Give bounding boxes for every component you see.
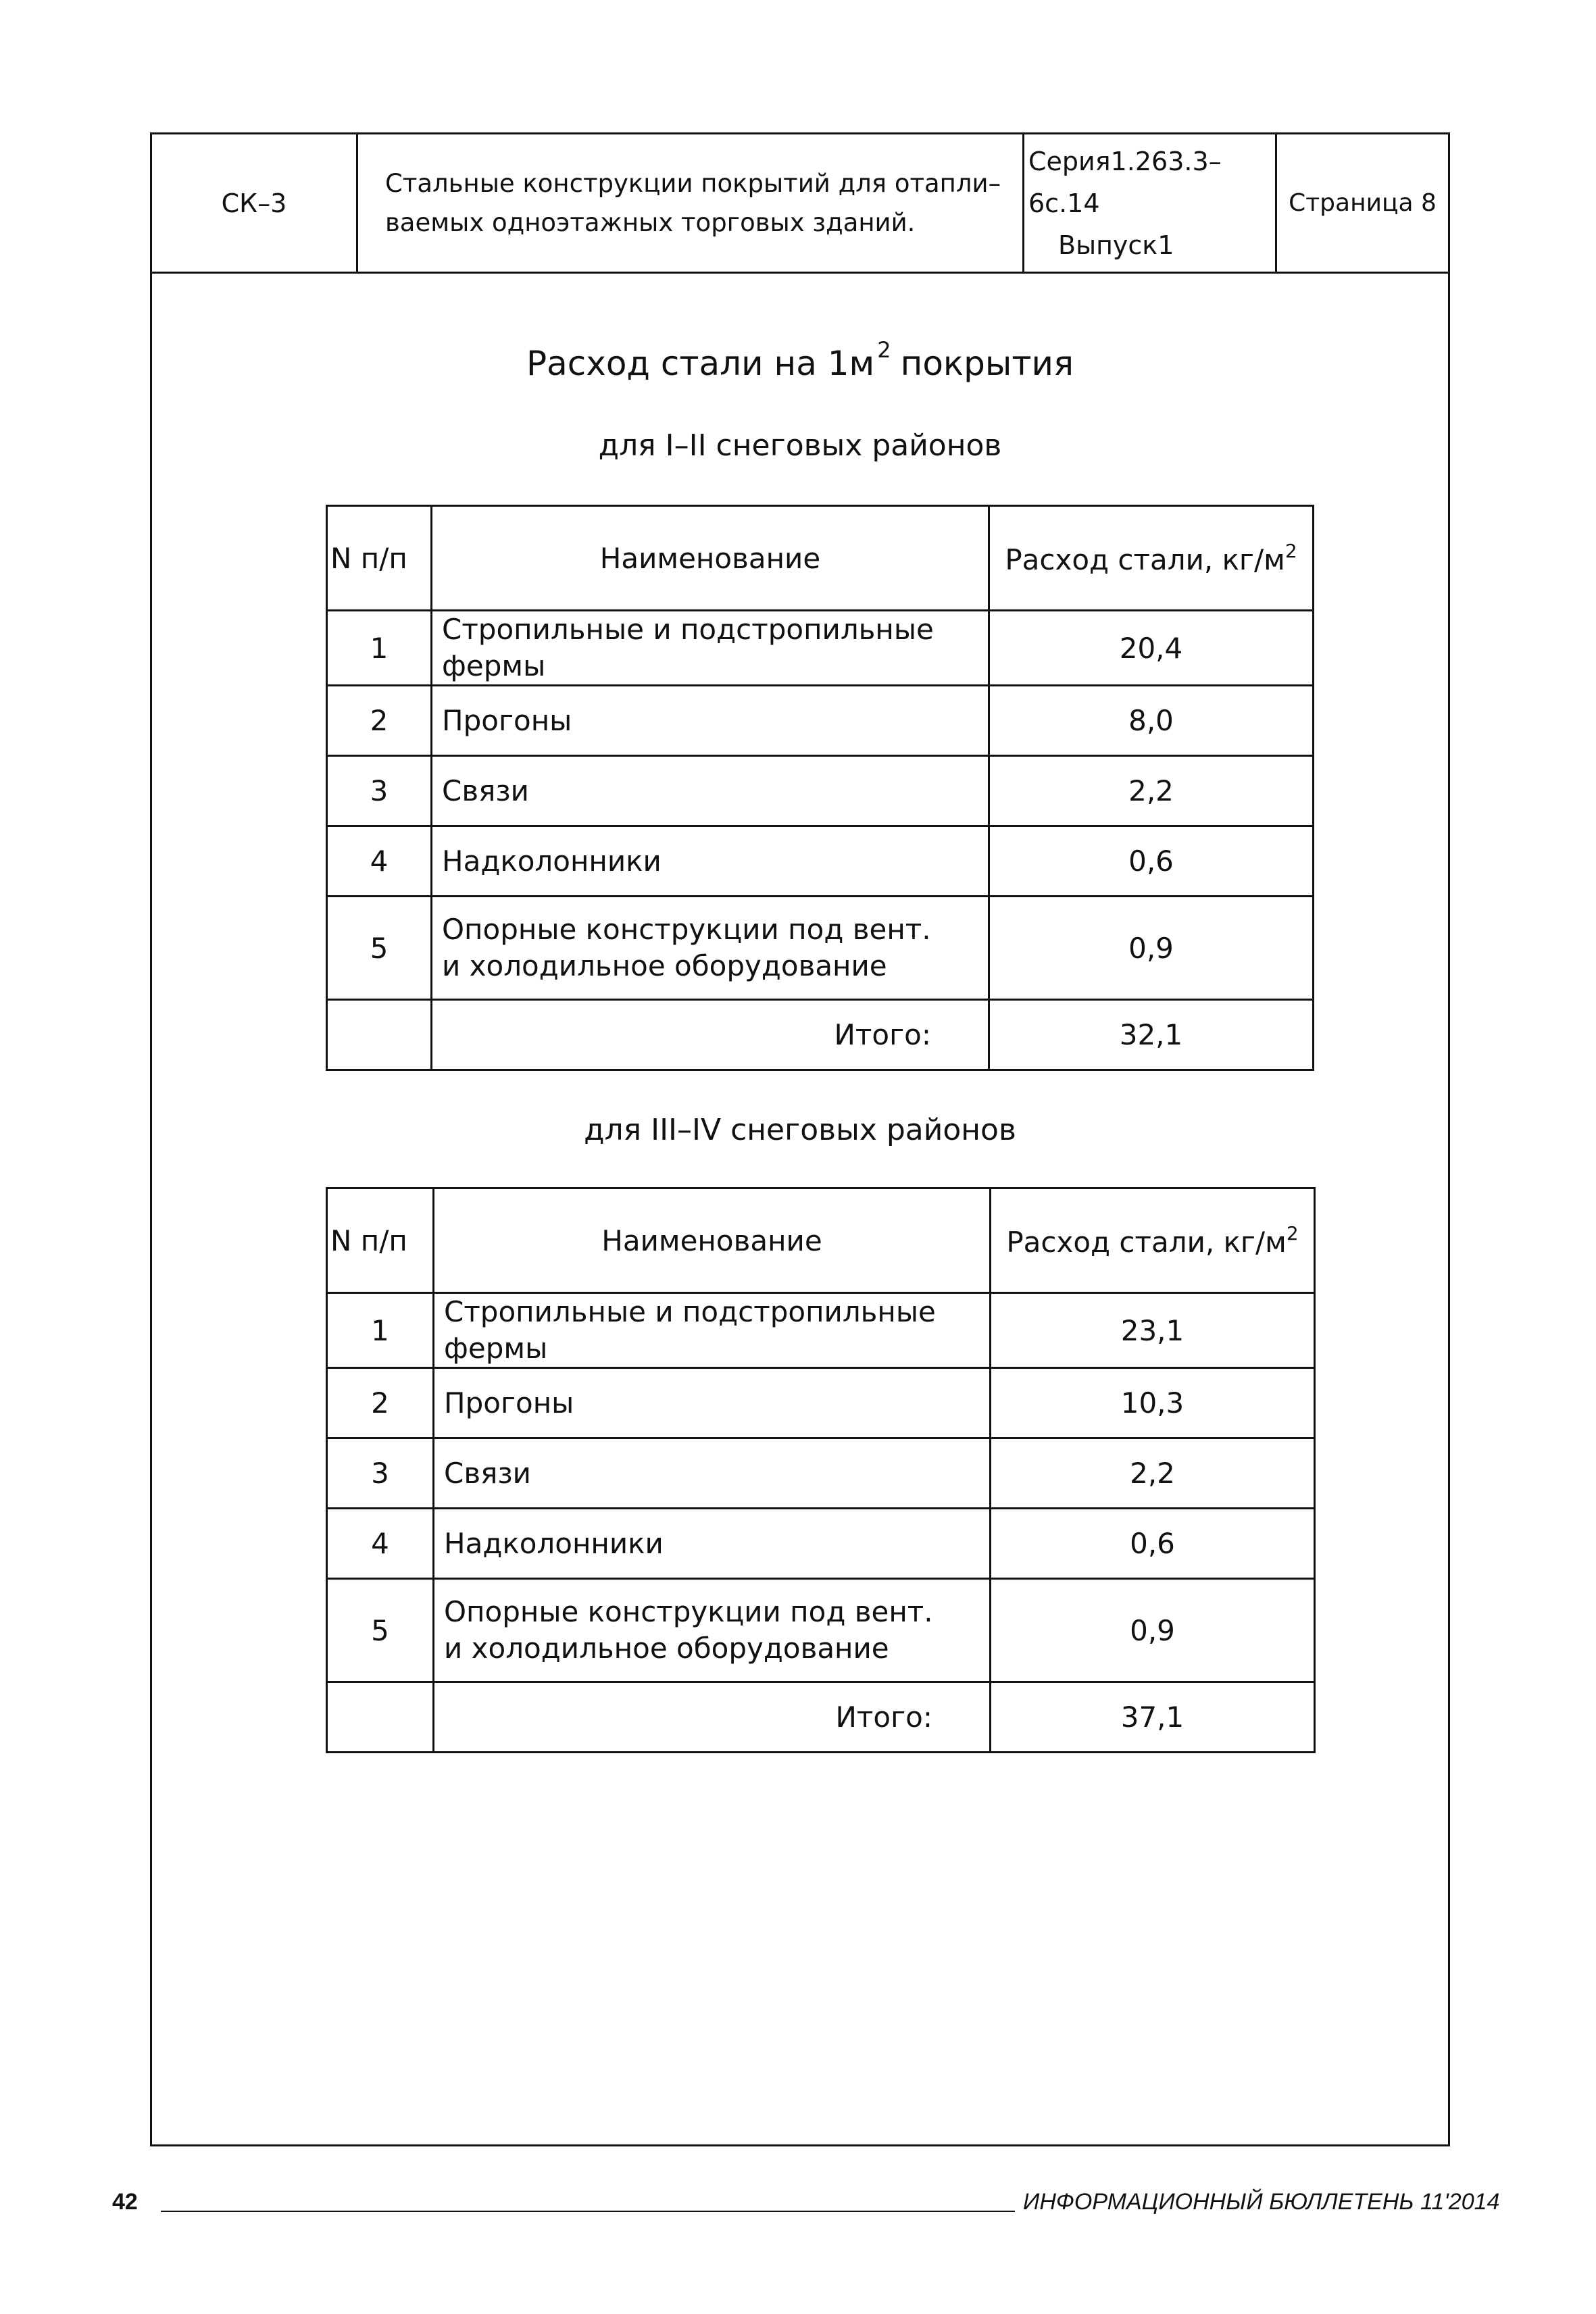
column-header-value-sup: 2 [1285, 540, 1297, 562]
table-row [327, 756, 1314, 826]
row-value: 2,2 [991, 1438, 1315, 1509]
total-empty-cell [327, 1000, 432, 1070]
row-number: 1 [327, 1293, 434, 1368]
row-name: Стропильные и подстропильные фермы [434, 1293, 991, 1368]
total-label: Итого: [432, 1000, 989, 1070]
footer-page-number: 42 [112, 2189, 138, 2215]
row-name-line-1: Опорные конструкции под вент. [444, 1595, 933, 1628]
table-total-row [327, 1682, 1315, 1753]
total-empty-cell [327, 1682, 434, 1753]
row-number: 3 [327, 756, 432, 826]
column-header-value-text: Расход стали, кг/м [1006, 1226, 1287, 1259]
column-header-num: N п/п [327, 1188, 434, 1293]
row-value: 10,3 [991, 1368, 1315, 1438]
row-name: Стропильные и подстропильные фермы [432, 611, 989, 686]
table-row [327, 1293, 1315, 1368]
row-name [434, 1579, 991, 1682]
row-value: 2,2 [989, 756, 1314, 826]
row-value: 0,6 [989, 826, 1314, 897]
table-total-row [327, 1000, 1314, 1070]
row-value: 8,0 [989, 686, 1314, 756]
heading-text: Расход стали на 1м [526, 344, 875, 383]
column-header-num: N п/п [327, 506, 432, 611]
column-header-value-text: Расход стали, кг/м [1005, 543, 1285, 576]
row-value: 20,4 [989, 611, 1314, 686]
total-value: 37,1 [991, 1682, 1315, 1753]
row-name: Связи [432, 756, 989, 826]
table-row [327, 1579, 1315, 1682]
table-row [327, 1438, 1315, 1509]
title-line-1: Стальные конструкции покрытий для отапли– [385, 168, 1001, 198]
table-row [327, 826, 1314, 897]
footer-publication: ИНФОРМАЦИОННЫЙ БЮЛЛЕТЕНЬ 11'2014 [1023, 2189, 1500, 2215]
table-row [327, 1368, 1315, 1438]
row-number: 4 [327, 1509, 434, 1579]
row-number: 5 [327, 897, 432, 1000]
row-name: Прогоны [432, 686, 989, 756]
row-number: 5 [327, 1579, 434, 1682]
issue-number: Выпуск1 [1058, 230, 1174, 260]
series-number: Серия1.263.3–6с.14 [1028, 146, 1222, 218]
row-value: 0,6 [991, 1509, 1315, 1579]
row-value: 0,9 [991, 1579, 1315, 1682]
row-number: 3 [327, 1438, 434, 1509]
row-name-line-1: Опорные конструкции под вент. [442, 913, 931, 946]
heading-text-after: покрытия [900, 344, 1074, 383]
row-number: 2 [327, 686, 432, 756]
total-value: 32,1 [989, 1000, 1314, 1070]
row-value: 23,1 [991, 1293, 1315, 1368]
table-row [327, 1509, 1315, 1579]
table-header-row [327, 506, 1314, 611]
page-heading [152, 337, 1448, 383]
table-header-row [327, 1188, 1315, 1293]
title-block [152, 134, 1448, 274]
row-value: 0,9 [989, 897, 1314, 1000]
column-header-value [991, 1188, 1315, 1293]
title-block-code: СК–3 [152, 134, 358, 272]
row-name-line-2: и холодильное оборудование [442, 949, 887, 982]
row-name: Надколонники [432, 826, 989, 897]
table1-title: для I–II снеговых районов [598, 428, 1002, 463]
footer-rule [161, 2211, 1015, 2212]
title-block-series [1024, 134, 1277, 272]
row-number: 4 [327, 826, 432, 897]
total-label: Итого: [434, 1682, 991, 1753]
steel-table-2 [326, 1187, 1316, 1753]
column-header-name: Наименование [432, 506, 989, 611]
table-row [327, 686, 1314, 756]
row-name [432, 897, 989, 1000]
column-header-name: Наименование [434, 1188, 991, 1293]
steel-table-1 [326, 505, 1314, 1071]
title-block-title [358, 134, 1024, 272]
row-name: Надколонники [434, 1509, 991, 1579]
title-line-2: ваемых одноэтажных торговых зданий. [385, 207, 916, 237]
row-number: 1 [327, 611, 432, 686]
table2-title: для III–IV снеговых районов [584, 1113, 1016, 1147]
table-row [327, 611, 1314, 686]
column-header-value [989, 506, 1314, 611]
heading-superscript: 2 [877, 337, 891, 363]
row-name: Связи [434, 1438, 991, 1509]
title-block-page: Страница 8 [1289, 189, 1437, 217]
drawing-sheet [150, 132, 1450, 2146]
row-number: 2 [327, 1368, 434, 1438]
column-header-value-sup: 2 [1286, 1222, 1299, 1244]
row-name-line-2: и холодильное оборудование [444, 1632, 889, 1665]
table-row [327, 897, 1314, 1000]
row-name: Прогоны [434, 1368, 991, 1438]
